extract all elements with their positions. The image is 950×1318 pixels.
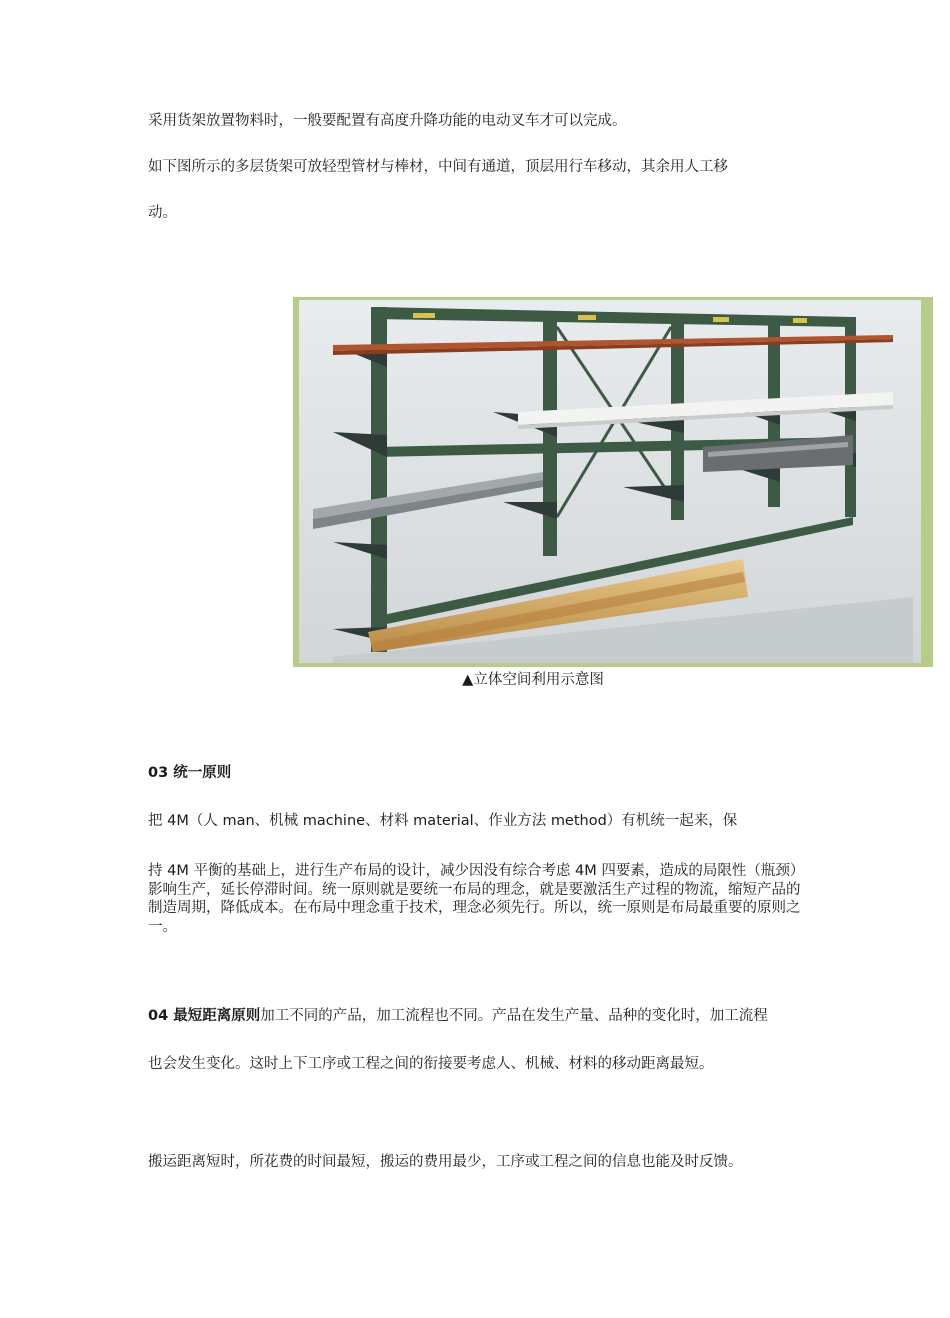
paragraph-rack-line1: 如下图所示的多层货架可放轻型管材与棒材，中间有通道，顶层用行车移动，其余用人工移 xyxy=(148,159,728,175)
section-03-body: 持 4M 平衡的基础上，进行生产布局的设计，减少因没有综合考虑 4M 四要素，造成的局限性（瓶颈）影响生产，延长停滞时间。统一原则就是要统一布局的理念，就是要激活生产过程的物流，缩短产品的制造周期，降低成本。在布局中理念重于技术，理念必须先行。所以，统一原则是布局最重要的原则之一。 xyxy=(148,863,805,935)
section-04-heading: 04 最短距离原则 xyxy=(148,1008,261,1024)
figure-caption: ▲立体空间利用示意图 xyxy=(462,672,604,688)
section-04-line2: 也会发生变化。这时上下工序或工程之间的衔接要考虑人、机械、材料的移动距离最短。 xyxy=(148,1056,714,1072)
section-03-heading: 03 统一原则 xyxy=(148,765,232,781)
section-03-line1: 把 4M（人 man、机械 machine、材料 material、作业方法 method）有机统一起来，保 xyxy=(148,813,738,829)
paragraph-rack-line2: 动。 xyxy=(148,205,177,221)
cantilever-rack-photo xyxy=(293,297,933,667)
section-04-line3: 搬运距离短时，所花费的时间最短，搬运的费用最少，工序或工程之间的信息也能及时反馈。 xyxy=(148,1154,743,1170)
section-04-line1: 04 最短距离原则加工不同的产品，加工流程也不同。产品在发生产量、品种的变化时，加工流程 xyxy=(148,1008,768,1024)
paragraph-forklift: 采用货架放置物料时，一般要配置有高度升降功能的电动叉车才可以完成。 xyxy=(148,113,627,129)
